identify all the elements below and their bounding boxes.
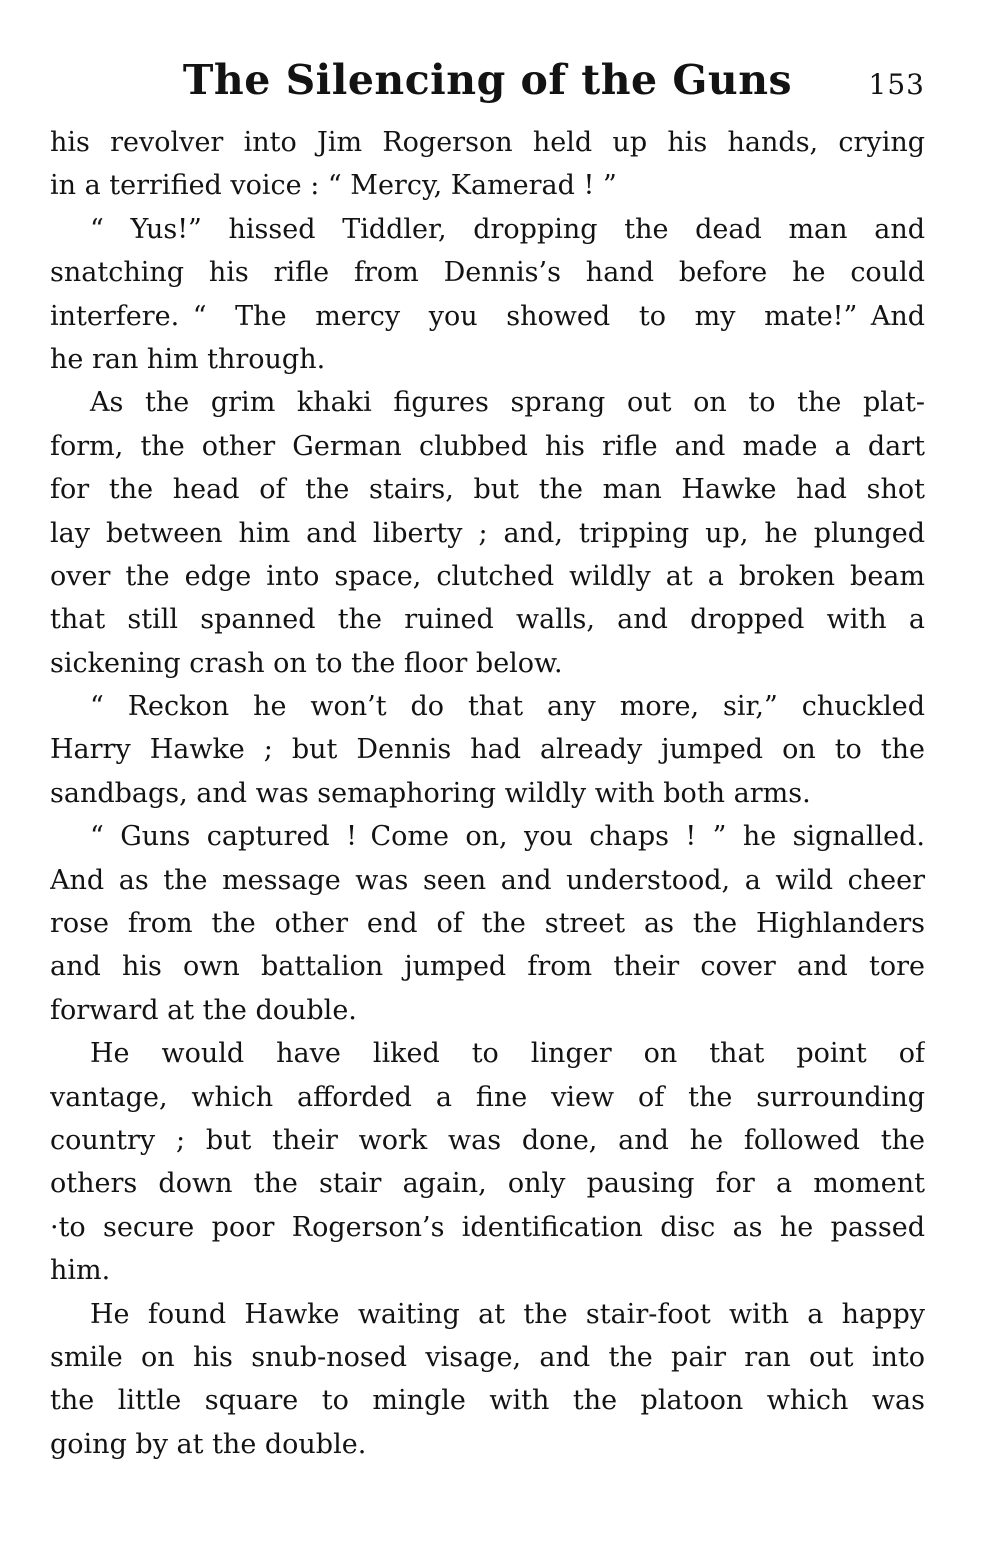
text-line: in a terrified voice : “ Mercy, Kamerad ! ” bbox=[50, 170, 617, 202]
text-line: his revolver into Jim Rogerson held up his hands, crying bbox=[50, 127, 925, 158]
text-line: As the grim khaki figures sprang out on to the plat- bbox=[90, 387, 925, 419]
text-line: He would have liked to linger on that point of bbox=[90, 1038, 925, 1070]
paragraph bbox=[50, 381, 925, 685]
page-number: 153 bbox=[868, 68, 925, 101]
text-line: “ Guns captured ! Come on, you chaps ! ” he signalled. bbox=[90, 821, 925, 853]
paragraph bbox=[50, 815, 925, 1032]
text-line: and his own battalion jumped from their cover and tore bbox=[50, 951, 925, 983]
text-line: sickening crash on to the floor below. bbox=[50, 647, 563, 679]
text-line: for the head of the stairs, but the man Hawke had shot bbox=[50, 474, 925, 506]
text-line: he ran him through. bbox=[50, 343, 326, 375]
text-line: that still spanned the ruined walls, and dropped with a bbox=[50, 604, 925, 636]
page-header bbox=[50, 56, 925, 108]
text-line: ·to secure poor Rogerson’s identification disc as he passed bbox=[50, 1211, 925, 1243]
paragraph bbox=[50, 121, 925, 208]
chapter-title: The Silencing of the Guns bbox=[182, 56, 793, 104]
text-line: country ; but their work was done, and he followed the bbox=[50, 1124, 925, 1156]
text-line: forward at the double. bbox=[50, 994, 357, 1026]
text-line: snatching his rifle from Dennis’s hand before he could bbox=[50, 257, 925, 289]
text-line: going by at the double. bbox=[50, 1428, 367, 1460]
text-line: him. bbox=[50, 1255, 111, 1287]
text-line: the little square to mingle with the platoon which was bbox=[50, 1385, 925, 1417]
text-line: “ Yus!” hissed Tiddler, dropping the dead man and bbox=[90, 213, 925, 245]
text-line: Harry Hawke ; but Dennis had already jumped on to the bbox=[50, 734, 925, 766]
text-line: He found Hawke waiting at the stair-foot with a happy bbox=[90, 1298, 925, 1330]
page-body bbox=[50, 121, 925, 1466]
paragraph bbox=[50, 1032, 925, 1292]
text-line: vantage, which afforded a fine view of the surrounding bbox=[50, 1081, 925, 1113]
text-line: others down the stair again, only pausing for a moment bbox=[50, 1168, 925, 1200]
text-line: smile on his snub-nosed visage, and the pair ran out into bbox=[50, 1341, 925, 1373]
paragraph bbox=[50, 685, 925, 815]
text-line: lay between him and liberty ; and, tripping up, he plunged bbox=[50, 517, 925, 549]
text-line: over the edge into space, clutched wildly at a broken beam bbox=[50, 560, 925, 592]
text-line: “ Reckon he won’t do that any more, sir,” chuckled bbox=[90, 691, 925, 723]
paragraph bbox=[50, 1293, 925, 1467]
text-line: interfere. “ The mercy you showed to my mate!” And bbox=[50, 300, 925, 332]
text-line: form, the other German clubbed his rifle and made a dart bbox=[50, 430, 925, 462]
text-line: rose from the other end of the street as the Highlanders bbox=[50, 908, 925, 940]
text-line: sandbags, and was semaphoring wildly with both arms. bbox=[50, 777, 811, 809]
text-line: And as the message was seen and understood, a wild cheer bbox=[50, 864, 925, 896]
paragraph bbox=[50, 208, 925, 382]
